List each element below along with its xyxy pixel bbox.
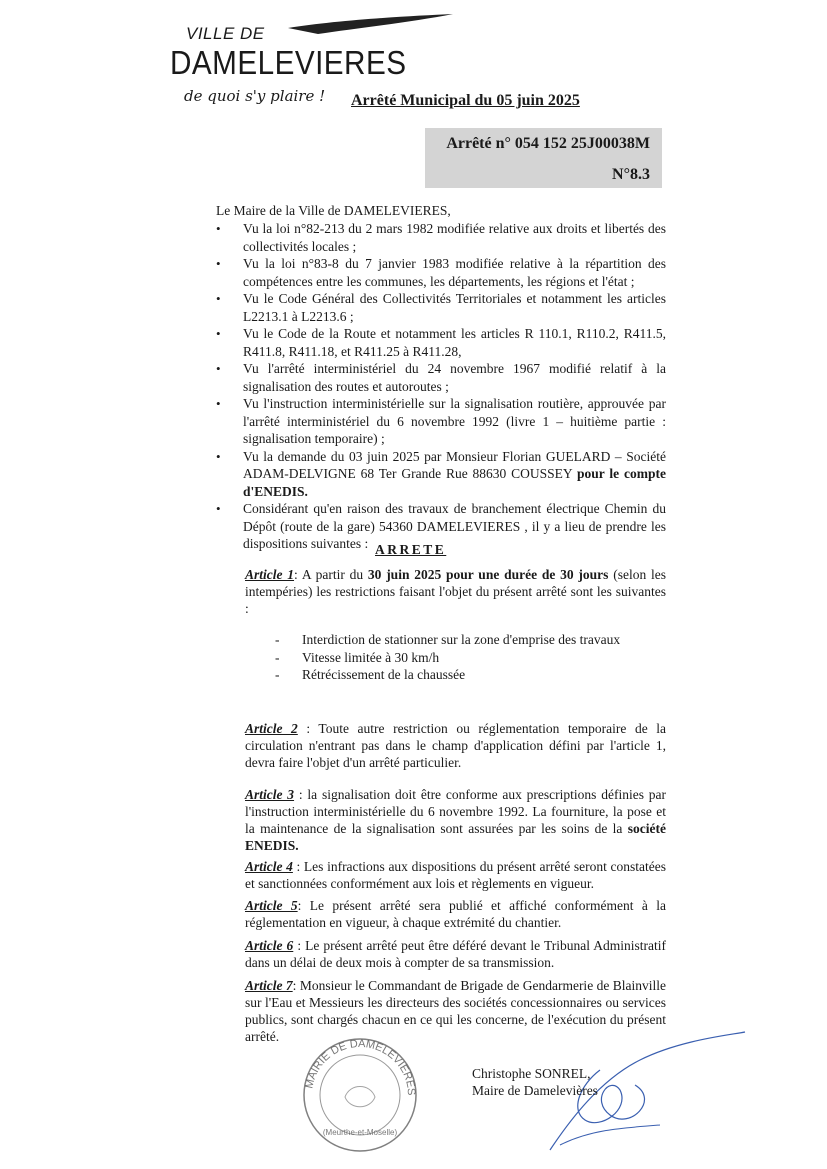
article-3-label: Article 3 bbox=[245, 787, 295, 802]
arrete-sub-number: N°8.3 bbox=[612, 166, 650, 183]
article-2-text: : Toute autre restriction ou réglementation temporaire de la circulation n'entrant pas dans le champ d'application défini par l'article 1, devra faire l'objet d'un arrêté particulier. bbox=[245, 721, 667, 770]
article-1-label: Article 1 bbox=[245, 567, 295, 582]
visa-request-text: Vu la demande du 03 juin 2025 par Monsieur Florian GUELARD – Société ADAM-DELVIGNE 68 Ter Grande Rue 88630 COUSSEY bbox=[243, 448, 666, 481]
stamp-lower-text: (Meurthe-et-Moselle) bbox=[322, 1128, 398, 1137]
visa-request-bold: pour le compte d'ENEDIS. bbox=[243, 466, 666, 499]
stamp-ring-text: MAIRIE DE DAMELEVIERES bbox=[303, 1037, 418, 1096]
list-item: • Vu la loi n°83-8 du 7 janvier 1983 modifiée relative à la répartition des compétences entre les communes, les départements, les régions et l'état ; bbox=[216, 255, 666, 290]
article-4 bbox=[245, 858, 666, 892]
article-3-bold: société ENEDIS. bbox=[245, 821, 666, 853]
article-3 bbox=[245, 786, 666, 854]
article-4-text: : Les infractions aux dispositions du présent arrêté seront constatées et sanctionnées conformément aux lois et règlements en vigueur. bbox=[245, 859, 666, 891]
signer-role: Maire de Damelevières bbox=[472, 1082, 598, 1098]
article-3-text: : la signalisation doit être conforme aux prescriptions définies par l'instruction interministérielle du 6 novembre 1992. La fourniture, la pose et la maintenance de la signalisation sont assurées par les soins de la bbox=[245, 787, 666, 836]
article-1-bold: 30 juin 2025 pour une durée de 30 jours bbox=[367, 567, 609, 582]
article-5 bbox=[245, 897, 666, 931]
list-item: • Considérant qu'en raison des travaux de branchement électrique Chemin du Dépôt (route de la gare) 54360 DAMELEVIERES , il y a lieu de prendre les dispositions suivantes : bbox=[216, 500, 666, 553]
list-item: • Vu le Code de la Route et notamment les articles R 110.1, R110.2, R411.5, R411.8, R411.18, et R411.25 à R411.28, bbox=[216, 325, 666, 360]
list-item: - Vitesse limitée à 30 km/h bbox=[275, 649, 620, 667]
article-6-text: : Le présent arrêté peut être déféré devant le Tribunal Administratif dans un délai de deux mois à compter de sa transmission. bbox=[245, 938, 666, 970]
list-item: - Rétrécissement de la chaussée bbox=[275, 666, 620, 684]
article-1-text-b: (selon les intempéries) les restrictions faisant l'objet du présent arrêté sont les suivantes : bbox=[245, 567, 666, 616]
article-5-text: : Le présent arrêté sera publié et affiché conformément à la réglementation en vigueur, à chaque extrémité du chantier. bbox=[245, 898, 666, 930]
signer-name: Christophe SONREL, bbox=[472, 1066, 591, 1081]
list-item: • Vu le Code Général des Collectivités Territoriales et notamment les articles L2213.1 à L2213.6 ; bbox=[216, 290, 666, 325]
list-item: • Vu la loi n°82-213 du 2 mars 1982 modifiée relative aux droits et libertés des collectivités locales ; bbox=[216, 220, 666, 255]
article-4-label: Article 4 bbox=[245, 859, 293, 874]
list-item bbox=[216, 448, 666, 501]
article-6 bbox=[245, 937, 666, 971]
article-1-text-a: : A partir du bbox=[294, 567, 368, 582]
article-7-text: : Monsieur le Commandant de Brigade de Gendarmerie de Blainville sur l'Eau et Messieurs les directeurs des sociétés concessionnaires ou services publics, sont chargés chacun en ce qui les concerne, de l'exécution du présent arrêté. bbox=[245, 978, 666, 1044]
article-7-label: Article 7 bbox=[245, 978, 293, 993]
logo-motto: de quoi s'y plaire ! bbox=[184, 87, 326, 105]
visas-list bbox=[216, 220, 666, 553]
list-item: • Vu l'arrêté interministériel du 24 novembre 1967 modifié relatif à la signalisation des routes et autoroutes ; bbox=[216, 360, 666, 395]
article-1 bbox=[245, 566, 666, 617]
signature-block bbox=[472, 1066, 598, 1099]
arrete-heading: ARRETE bbox=[375, 542, 447, 557]
reference-box bbox=[425, 128, 662, 188]
logo-city-name: DAMELEVIERES bbox=[170, 44, 407, 81]
mairie-stamp-icon bbox=[300, 1035, 420, 1155]
intro-line: Le Maire de la Ville de DAMELEVIERES, bbox=[216, 203, 451, 218]
arrete-number: Arrêté n° 054 152 25J00038M bbox=[446, 135, 650, 152]
article-5-label: Article 5 bbox=[245, 898, 298, 913]
list-item: • Vu l'instruction interministérielle sur la signalisation routière, approuvée par l'arrêté interministériel du 6 novembre 1992 (livre 1 – huitième partie : signalisation temporaire) ; bbox=[216, 395, 666, 448]
article-6-label: Article 6 bbox=[245, 938, 294, 953]
restrictions-list bbox=[275, 631, 620, 684]
article-2-label: Article 2 bbox=[245, 721, 298, 736]
logo-ville-de: VILLE DE bbox=[186, 24, 265, 43]
list-item: - Interdiction de stationner sur la zone d'emprise des travaux bbox=[275, 631, 620, 649]
article-2 bbox=[245, 720, 666, 771]
document-title: Arrêté Municipal du 05 juin 2025 bbox=[351, 92, 580, 109]
